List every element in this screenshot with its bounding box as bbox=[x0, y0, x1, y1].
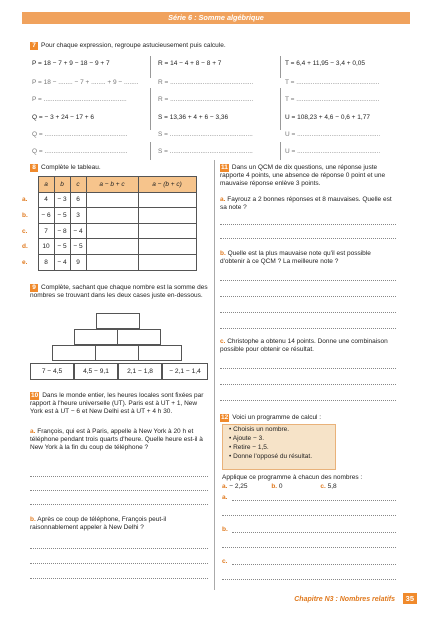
table-corner bbox=[22, 177, 38, 193]
table-cell: − 4 bbox=[70, 223, 86, 239]
table-cell: − 5 bbox=[70, 239, 86, 255]
answer-line[interactable] bbox=[222, 515, 396, 516]
ex7-t-line3[interactable]: T = .............................................. bbox=[285, 96, 380, 103]
ex12-c-value: 5,8 bbox=[327, 483, 337, 490]
program-step: • Retire − 1,5. bbox=[229, 444, 269, 451]
answer-line[interactable] bbox=[220, 312, 396, 313]
answer-line[interactable] bbox=[30, 578, 208, 579]
ex10-b-text: Après ce coup de téléphone, François peut-il raisonnablement appeler à New Delhi ? bbox=[30, 516, 167, 532]
ex7-instruction-text: Pour chaque expression, regroupe astucieusement puis calcule. bbox=[41, 42, 226, 49]
ex7-u-line3[interactable]: U = .............................................. bbox=[285, 148, 381, 155]
answer-cell[interactable] bbox=[138, 192, 196, 208]
ex10-a-label: a. bbox=[30, 428, 36, 435]
answer-line[interactable] bbox=[220, 238, 396, 239]
answer-line[interactable] bbox=[30, 504, 208, 505]
pyramid-cell[interactable] bbox=[117, 329, 161, 345]
ex7-p-line2[interactable]: P = 18 − ........ − 7 + ........ + 9 − ........ bbox=[32, 79, 139, 86]
table-header-row bbox=[22, 177, 196, 193]
ex10-text bbox=[30, 392, 208, 417]
ex12-text bbox=[220, 414, 396, 422]
ex7-q-line3[interactable]: Q = .............................................. bbox=[32, 148, 128, 155]
ex12-a-label: a. bbox=[222, 483, 228, 490]
ex11-c-label: c. bbox=[220, 338, 226, 345]
row-label: d. bbox=[22, 243, 28, 251]
answer-cell[interactable] bbox=[86, 192, 138, 208]
ex12-answer-c-label: c. bbox=[222, 558, 228, 565]
table-cell: 9 bbox=[70, 254, 86, 270]
answer-line[interactable] bbox=[220, 400, 396, 401]
answer-cell[interactable] bbox=[138, 239, 196, 255]
ex8-table bbox=[22, 176, 197, 271]
ex9-text bbox=[30, 284, 208, 300]
program-step: • Choisis un nombre. bbox=[229, 426, 290, 433]
answer-cell[interactable] bbox=[138, 208, 196, 224]
answer-line[interactable] bbox=[220, 328, 396, 329]
col-header-b: b bbox=[54, 177, 70, 193]
table-row bbox=[22, 254, 196, 270]
answer-cell[interactable] bbox=[138, 254, 196, 270]
chapter-footer: Chapitre N3 : Nombres relatifs bbox=[294, 596, 395, 603]
ex12-answer-a-label: a. bbox=[222, 494, 228, 501]
table-cell: 6 bbox=[70, 192, 86, 208]
program-step: • Ajoute − 3. bbox=[229, 435, 264, 442]
ex7-t-line1: T = 6,4 + 11,95 − 3,4 + 0,05 bbox=[285, 60, 365, 67]
answer-line[interactable] bbox=[220, 224, 396, 225]
ex7-q-line2[interactable]: Q = .............................................. bbox=[32, 131, 128, 138]
answer-line[interactable] bbox=[222, 547, 396, 548]
answer-cell[interactable] bbox=[86, 223, 138, 239]
table-cell: − 5 bbox=[54, 208, 70, 224]
ex8-number: 8 bbox=[30, 164, 38, 172]
table-row bbox=[22, 223, 196, 239]
pyramid-cell[interactable] bbox=[52, 345, 96, 361]
ex11-c-text: Christophe a obtenu 14 points. Donne une combinaison possible pour obtenir ce résultat. bbox=[220, 338, 388, 354]
answer-cell[interactable] bbox=[86, 239, 138, 255]
ex12-apply-text: Applique ce programme à chacun des nombres : bbox=[222, 474, 363, 481]
ex12-program-box bbox=[222, 424, 336, 470]
answer-line[interactable] bbox=[220, 280, 396, 281]
table-cell: − 5 bbox=[54, 239, 70, 255]
answer-line[interactable] bbox=[30, 476, 208, 477]
table-row bbox=[22, 192, 196, 208]
table-row bbox=[22, 239, 196, 255]
series-header: Série 6 : Somme algébrique bbox=[22, 12, 410, 24]
ex12-number: 12 bbox=[221, 414, 229, 421]
pyramid-cell[interactable] bbox=[74, 329, 118, 345]
answer-line[interactable] bbox=[220, 296, 396, 297]
ex11-b-label: b. bbox=[220, 250, 226, 257]
ex12-b-value: 0 bbox=[278, 483, 283, 490]
ex7-s-line3[interactable]: S = .............................................. bbox=[158, 148, 253, 155]
answer-cell[interactable] bbox=[86, 208, 138, 224]
ex11-text bbox=[220, 164, 396, 189]
ex11-text-body: Dans un QCM de dix questions, une réponse juste rapporte 4 points, une absence de réponse 0 point et une mauvaise réponse enlève 3 points. bbox=[220, 164, 386, 188]
ex12-text-body: Voici un programme de calcul : bbox=[232, 414, 322, 421]
table-row bbox=[22, 208, 196, 224]
ex7-s-line1: S = 13,36 + 4 + 6 − 3,36 bbox=[158, 114, 229, 121]
ex10-number: 10 bbox=[31, 392, 39, 399]
col-header-a-minus-b-plus-c-paren: a − (b + c) bbox=[138, 177, 196, 193]
pyramid-top-cell[interactable] bbox=[96, 313, 140, 329]
ex11-number: 11 bbox=[221, 164, 228, 171]
col-header-a: a bbox=[38, 177, 54, 193]
ex8-instruction-text: Complète le tableau. bbox=[41, 164, 101, 171]
ex9-text-body: Complète, sachant que chaque nombre est la somme des nombres se trouvant dans les deux cases juste en-dessous. bbox=[30, 284, 208, 300]
ex11-a-text: Fayrouz a 2 bonnes réponses et 8 mauvaises. Quelle est sa note ? bbox=[220, 196, 392, 212]
row-label: c. bbox=[22, 227, 28, 235]
ex8-instruction bbox=[30, 164, 101, 172]
table-cell: − 4 bbox=[54, 254, 70, 270]
ex7-instruction bbox=[30, 42, 226, 50]
ex7-r-line3[interactable]: R = .............................................. bbox=[158, 96, 254, 103]
ex12-answer-b-label: b. bbox=[222, 526, 228, 533]
ex10-text-body: Dans le monde entier, les heures locales sont fixées par rapport à l'heure universelle (UT). Paris est à UT + 1, New York est à UT − 6 et New Delhi est à UT + 4 h 30. bbox=[30, 392, 204, 416]
table-cell: − 3 bbox=[54, 192, 70, 208]
ex12-c-label: c. bbox=[320, 483, 326, 490]
ex10-question-b bbox=[30, 516, 208, 532]
table-cell: 8 bbox=[38, 254, 54, 270]
pyramid-base-cell: 4,5 − 9,1 bbox=[74, 363, 118, 380]
table-cell: 4 bbox=[38, 192, 54, 208]
row-label: b. bbox=[22, 211, 28, 219]
answer-line[interactable] bbox=[222, 579, 396, 580]
answer-line[interactable] bbox=[232, 500, 396, 501]
ex10-a-text: François, qui est à Paris, appelle à New York à 20 h et téléphone pendant trois quarts d'heure. Quelle heure est-il à New York à la fin du coup de téléphone ? bbox=[30, 428, 203, 452]
col-header-c: c bbox=[70, 177, 86, 193]
ex10-question-a bbox=[30, 428, 208, 453]
program-step: • Donne l'opposé du résultat. bbox=[229, 453, 313, 460]
ex12-values bbox=[222, 483, 337, 490]
answer-cell[interactable] bbox=[138, 223, 196, 239]
ex12-b-label: b. bbox=[271, 483, 278, 490]
pyramid-base-cell: − 2,1 − 1,4 bbox=[162, 363, 208, 380]
ex12-a-value: − 2,25 bbox=[229, 483, 248, 490]
row-label: a. bbox=[22, 196, 28, 204]
ex10-b-label: b. bbox=[30, 516, 36, 523]
ex7-r-line1: R = 14 − 4 + 8 − 8 + 7 bbox=[158, 60, 222, 67]
answer-line[interactable] bbox=[30, 548, 208, 549]
ex7-q-line1: Q = − 3 + 24 − 17 + 6 bbox=[32, 114, 94, 121]
ex7-t-line2[interactable]: T = .............................................. bbox=[285, 79, 380, 86]
ex7-number: 7 bbox=[30, 42, 38, 50]
ex11-question-b bbox=[220, 250, 396, 266]
answer-cell[interactable] bbox=[86, 254, 138, 270]
table-cell: 7 bbox=[38, 223, 54, 239]
ex9-number: 9 bbox=[30, 284, 38, 292]
answer-line[interactable] bbox=[232, 564, 396, 565]
pyramid-base-cell: 2,1 − 1,8 bbox=[118, 363, 162, 380]
ex11-a-label: a. bbox=[220, 196, 226, 203]
pyramid-cell[interactable] bbox=[138, 345, 182, 361]
ex7-p-line1: P = 18 − 7 + 9 − 18 − 9 + 7 bbox=[32, 60, 110, 67]
ex7-s-line2[interactable]: S = .............................................. bbox=[158, 131, 253, 138]
answer-line[interactable] bbox=[30, 490, 208, 491]
ex7-u-line2[interactable]: U = .............................................. bbox=[285, 131, 381, 138]
answer-line[interactable] bbox=[220, 368, 396, 369]
table-cell: − 8 bbox=[54, 223, 70, 239]
col-header-a-minus-b-plus-c: a − b + c bbox=[86, 177, 138, 193]
answer-line[interactable] bbox=[232, 532, 396, 533]
table-cell: 3 bbox=[70, 208, 86, 224]
table-cell: 10 bbox=[38, 239, 54, 255]
ex11-question-a bbox=[220, 196, 396, 212]
pyramid-base-cell: 7 − 4,5 bbox=[30, 363, 74, 380]
ex7-p-line3[interactable]: P = .............................................. bbox=[32, 96, 127, 103]
answer-line[interactable] bbox=[220, 384, 396, 385]
answer-line[interactable] bbox=[30, 563, 208, 564]
ex7-u-line1: U = 108,23 + 4,6 − 0,6 + 1,77 bbox=[285, 114, 370, 121]
page-number: 35 bbox=[403, 593, 417, 604]
ex7-r-line2[interactable]: R = .............................................. bbox=[158, 79, 254, 86]
row-label: e. bbox=[22, 258, 28, 266]
table-cell: − 6 bbox=[38, 208, 54, 224]
ex11-b-text: Quelle est la plus mauvaise note qu'il est possible d'obtenir à ce QCM ? La meilleure note ? bbox=[220, 250, 371, 266]
ex11-question-c bbox=[220, 338, 396, 354]
pyramid-cell[interactable] bbox=[95, 345, 139, 361]
